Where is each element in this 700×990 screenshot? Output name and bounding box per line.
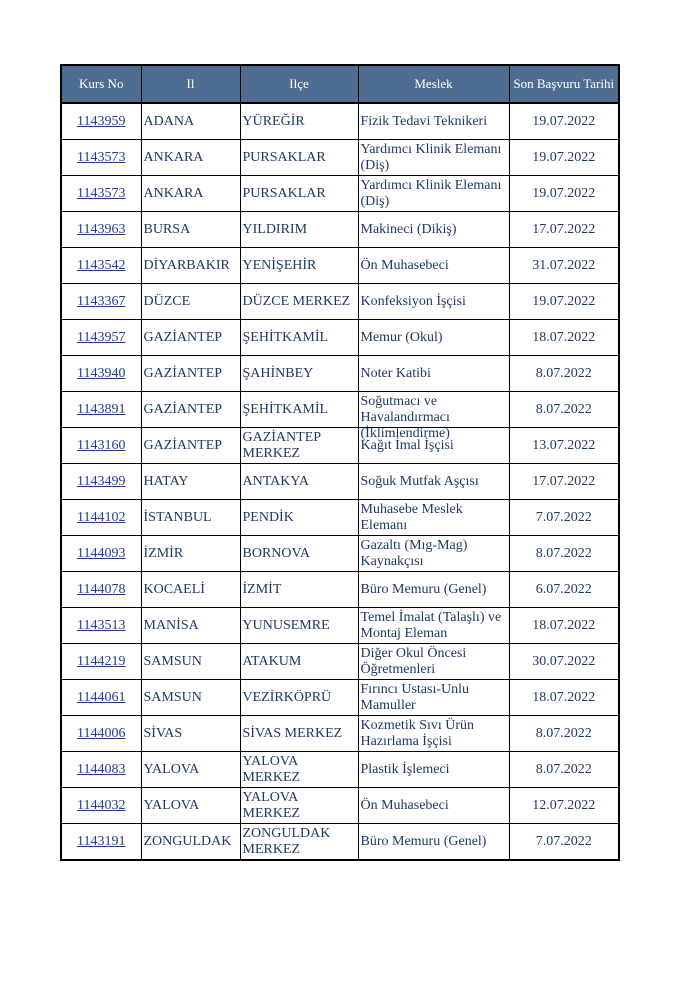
meslek-cell-text: Ön Muhasebeci	[360, 257, 449, 273]
il-cell	[141, 392, 240, 428]
kurs-no-cell	[61, 356, 141, 392]
son-basvuru-tarihi-cell	[509, 320, 619, 356]
ilce-cell	[240, 248, 358, 284]
meslek-cell	[358, 788, 509, 824]
meslek-cell	[358, 500, 509, 536]
table-row	[61, 392, 619, 428]
il-cell	[141, 284, 240, 320]
il-cell	[141, 176, 240, 212]
il-cell-text: GAZİANTEP	[143, 437, 223, 453]
table-row	[61, 176, 619, 212]
meslek-cell	[358, 392, 509, 441]
kurs-no-link[interactable]: 1144061	[77, 689, 126, 705]
meslek-cell-text: Yardımcı Klinik Elemanı (Diş)	[360, 177, 502, 209]
son-basvuru-tarihi-cell-text: 17.07.2022	[532, 221, 596, 237]
kurs-no-cell	[61, 392, 141, 428]
meslek-cell	[358, 284, 509, 320]
il-cell-text: MANİSA	[143, 617, 199, 633]
il-cell-text: BURSA	[143, 221, 191, 237]
son-basvuru-tarihi-cell-text: 8.07.2022	[535, 365, 592, 381]
kurs-no-link[interactable]: 1143367	[77, 293, 126, 309]
meslek-cell	[358, 176, 509, 212]
il-cell	[141, 140, 240, 176]
meslek-cell	[358, 608, 509, 644]
ilce-cell-text: YALOVA MERKEZ	[242, 753, 301, 785]
meslek-cell-text: Büro Memuru (Genel)	[360, 833, 487, 849]
ilce-cell	[240, 788, 358, 824]
son-basvuru-tarihi-cell	[509, 176, 619, 212]
kurs-no-cell	[61, 176, 141, 212]
kurs-no-link[interactable]: 1143940	[77, 365, 126, 381]
kurs-no-cell	[61, 644, 141, 680]
ilce-cell-text: YUNUSEMRE	[242, 617, 330, 633]
meslek-cell-text: Noter Katibi	[360, 365, 431, 381]
il-cell-text: ADANA	[143, 113, 195, 129]
ilce-cell-text: ATAKUM	[242, 653, 302, 669]
il-cell-text: GAZİANTEP	[143, 401, 223, 417]
ilce-cell	[240, 716, 358, 752]
son-basvuru-tarihi-cell-text: 12.07.2022	[532, 797, 596, 813]
il-cell-text: DİYARBAKIR	[143, 257, 230, 273]
son-basvuru-tarihi-cell	[509, 284, 619, 320]
meslek-cell-text: Kağıt İmal İşçisi	[360, 437, 454, 453]
table-body	[61, 103, 619, 860]
ilce-cell-text: ŞAHİNBEY	[242, 365, 314, 381]
kurs-no-link[interactable]: 1143891	[77, 401, 126, 417]
ilce-cell-text: VEZİRKÖPRÜ	[242, 689, 332, 705]
meslek-cell	[358, 644, 509, 680]
ilce-cell-text: ANTAKYA	[242, 473, 310, 489]
son-basvuru-tarihi-cell	[509, 464, 619, 500]
ilce-cell	[240, 428, 358, 464]
ilce-cell	[240, 572, 358, 608]
kurs-no-link[interactable]: 1144102	[77, 509, 126, 525]
meslek-cell	[358, 212, 509, 248]
kurs-no-link[interactable]: 1143542	[77, 257, 126, 273]
son-basvuru-tarihi-cell-text: 30.07.2022	[532, 653, 596, 669]
meslek-cell-text: Büro Memuru (Genel)	[360, 581, 487, 597]
ilce-cell	[240, 680, 358, 716]
il-cell	[141, 103, 240, 140]
son-basvuru-tarihi-cell-text: 19.07.2022	[532, 185, 596, 201]
table-row	[61, 284, 619, 320]
kurs-no-cell	[61, 716, 141, 752]
meslek-cell	[358, 716, 509, 752]
meslek-cell	[358, 103, 509, 140]
son-basvuru-tarihi-cell-text: 7.07.2022	[535, 509, 592, 525]
ilce-cell	[240, 320, 358, 356]
kurs-no-link[interactable]: 1144219	[77, 653, 126, 669]
meslek-cell	[358, 248, 509, 284]
table-row	[61, 644, 619, 680]
ilce-cell-text: PENDİK	[242, 509, 294, 525]
table-row	[61, 752, 619, 788]
son-basvuru-tarihi-cell-text: 7.07.2022	[535, 833, 592, 849]
son-basvuru-tarihi-cell	[509, 428, 619, 464]
son-basvuru-tarihi-cell-text: 18.07.2022	[532, 689, 596, 705]
il-cell	[141, 536, 240, 572]
il-cell-text: DÜZCE	[143, 293, 191, 309]
son-basvuru-tarihi-cell	[509, 644, 619, 680]
ilce-cell-text: YÜREĞİR	[242, 113, 305, 129]
meslek-cell	[358, 752, 509, 788]
table-row	[61, 824, 619, 861]
table-row	[61, 500, 619, 536]
ilce-cell	[240, 356, 358, 392]
son-basvuru-tarihi-cell	[509, 572, 619, 608]
kurs-no-cell	[61, 284, 141, 320]
kurs-no-cell	[61, 608, 141, 644]
il-cell-text: İSTANBUL	[143, 509, 212, 525]
kurs-no-cell	[61, 103, 141, 140]
son-basvuru-tarihi-cell-text: 18.07.2022	[532, 329, 596, 345]
meslek-cell	[358, 320, 509, 356]
kurs-no-link[interactable]: 1143499	[77, 473, 126, 489]
ilce-cell-text: PURSAKLAR	[242, 185, 326, 201]
kurs-no-link[interactable]: 1143573	[77, 149, 126, 165]
son-basvuru-tarihi-cell	[509, 680, 619, 716]
table-row	[61, 212, 619, 248]
ilce-cell	[240, 752, 358, 788]
meslek-cell-text: Fizik Tedavi Teknikeri	[360, 113, 488, 129]
son-basvuru-tarihi-cell-text: 8.07.2022	[535, 545, 592, 561]
ilce-cell-text: YALOVA MERKEZ	[242, 789, 301, 821]
meslek-cell-text: Soğuk Mutfak Aşçısı	[360, 473, 479, 489]
ilce-cell	[240, 392, 358, 428]
il-cell	[141, 212, 240, 248]
son-basvuru-tarihi-cell-text: 13.07.2022	[532, 437, 596, 453]
il-cell-text: ANKARA	[143, 185, 204, 201]
ilce-cell-text: ZONGULDAK MERKEZ	[242, 825, 331, 857]
son-basvuru-tarihi-cell-text: 18.07.2022	[532, 617, 596, 633]
il-cell	[141, 356, 240, 392]
ilce-cell	[240, 608, 358, 644]
kurs-no-cell	[61, 428, 141, 464]
il-cell	[141, 608, 240, 644]
meslek-cell	[358, 356, 509, 392]
il-cell-text: GAZİANTEP	[143, 365, 223, 381]
table-row	[61, 464, 619, 500]
il-cell-text: YALOVA	[143, 797, 200, 813]
meslek-cell	[358, 536, 509, 572]
il-cell-text: SİVAS	[143, 725, 183, 741]
meslek-cell	[358, 572, 509, 608]
header-kurs-no: Kurs No	[61, 65, 141, 103]
table-row	[61, 428, 619, 464]
ilce-cell-text: DÜZCE MERKEZ	[242, 293, 351, 309]
kurs-no-link[interactable]: 1143160	[77, 437, 126, 453]
kurs-no-link[interactable]: 1143963	[77, 221, 126, 237]
il-cell-text: GAZİANTEP	[143, 329, 223, 345]
meslek-cell-text: Konfeksiyon İşçisi	[360, 293, 466, 309]
son-basvuru-tarihi-cell	[509, 140, 619, 176]
table-row	[61, 788, 619, 824]
table-row	[61, 680, 619, 716]
table-row	[61, 320, 619, 356]
table-row	[61, 140, 619, 176]
ilce-cell-text: YENİŞEHİR	[242, 257, 317, 273]
il-cell	[141, 248, 240, 284]
il-cell	[141, 788, 240, 824]
son-basvuru-tarihi-cell	[509, 356, 619, 392]
il-cell	[141, 500, 240, 536]
son-basvuru-tarihi-cell	[509, 608, 619, 644]
kurs-no-cell	[61, 212, 141, 248]
ilce-cell-text: İZMİT	[242, 581, 282, 597]
ilce-cell	[240, 212, 358, 248]
son-basvuru-tarihi-cell-text: 17.07.2022	[532, 473, 596, 489]
son-basvuru-tarihi-cell	[509, 716, 619, 752]
kurs-no-link[interactable]: 1144032	[77, 797, 126, 813]
course-table	[60, 64, 620, 861]
kurs-no-cell	[61, 680, 141, 716]
kurs-no-cell	[61, 320, 141, 356]
kurs-no-cell	[61, 824, 141, 861]
son-basvuru-tarihi-cell-text: 6.07.2022	[535, 581, 592, 597]
ilce-cell	[240, 464, 358, 500]
il-cell-text: ZONGULDAK	[143, 833, 232, 849]
son-basvuru-tarihi-cell-text: 19.07.2022	[532, 293, 596, 309]
header-meslek: Meslek	[358, 65, 509, 103]
meslek-cell	[358, 140, 509, 176]
son-basvuru-tarihi-cell	[509, 536, 619, 572]
meslek-cell-text: Makineci (Dikiş)	[360, 221, 457, 237]
son-basvuru-tarihi-cell	[509, 752, 619, 788]
meslek-cell-text: Ön Muhasebeci	[360, 797, 449, 813]
ilce-cell-text: YILDIRIM	[242, 221, 308, 237]
kurs-no-link[interactable]: 1143513	[77, 617, 126, 633]
meslek-cell	[358, 464, 509, 500]
ilce-cell-text: PURSAKLAR	[242, 149, 326, 165]
kurs-no-cell	[61, 500, 141, 536]
meslek-cell	[358, 680, 509, 716]
meslek-cell-text: Diğer Okul Öncesi Öğretmenleri	[360, 645, 467, 677]
ilce-cell	[240, 824, 358, 861]
il-cell-text: ANKARA	[143, 149, 204, 165]
meslek-cell-text: Temel İmalat (Talaşlı) ve Montaj Eleman	[360, 609, 502, 641]
il-cell-text: YALOVA	[143, 761, 200, 777]
ilce-cell	[240, 284, 358, 320]
il-cell	[141, 752, 240, 788]
son-basvuru-tarihi-cell-text: 19.07.2022	[532, 113, 596, 129]
table-row	[61, 356, 619, 392]
ilce-cell-text: SİVAS MERKEZ	[242, 725, 343, 741]
il-cell	[141, 428, 240, 464]
ilce-cell	[240, 176, 358, 212]
kurs-no-link[interactable]: 1143191	[77, 833, 126, 849]
kurs-no-link[interactable]: 1143573	[77, 185, 126, 201]
kurs-no-link[interactable]: 1143959	[77, 113, 126, 129]
il-cell-text: KOCAELİ	[143, 581, 205, 597]
kurs-no-cell	[61, 464, 141, 500]
table-row	[61, 103, 619, 140]
il-cell	[141, 464, 240, 500]
kurs-no-cell	[61, 140, 141, 176]
meslek-cell	[358, 824, 509, 861]
kurs-no-cell	[61, 752, 141, 788]
ilce-cell-text: BORNOVA	[242, 545, 310, 561]
son-basvuru-tarihi-cell	[509, 500, 619, 536]
il-cell	[141, 824, 240, 861]
son-basvuru-tarihi-cell	[509, 103, 619, 140]
il-cell-text: SAMSUN	[143, 653, 202, 669]
kurs-no-link[interactable]: 1144083	[77, 761, 126, 777]
kurs-no-link[interactable]: 1143957	[77, 329, 126, 345]
kurs-no-link[interactable]: 1144006	[77, 725, 126, 741]
meslek-cell-text: Muhasebe Meslek Elemanı	[360, 501, 463, 533]
ilce-cell	[240, 644, 358, 680]
meslek-cell-text: Yardımcı Klinik Elemanı (Diş)	[360, 141, 502, 173]
ilce-cell	[240, 500, 358, 536]
meslek-cell-text: Memur (Okul)	[360, 329, 443, 345]
table-row	[61, 572, 619, 608]
il-cell	[141, 680, 240, 716]
son-basvuru-tarihi-cell	[509, 248, 619, 284]
ilce-cell	[240, 103, 358, 140]
il-cell	[141, 644, 240, 680]
kurs-no-link[interactable]: 1144078	[77, 581, 126, 597]
header-son-basvuru-tarihi: Son Başvuru Tarihi	[509, 65, 619, 103]
il-cell-text: SAMSUN	[143, 689, 202, 705]
ilce-cell	[240, 536, 358, 572]
kurs-no-cell	[61, 248, 141, 284]
il-cell	[141, 716, 240, 752]
son-basvuru-tarihi-cell	[509, 212, 619, 248]
header-il: Il	[141, 65, 240, 103]
son-basvuru-tarihi-cell-text: 31.07.2022	[532, 257, 596, 273]
son-basvuru-tarihi-cell	[509, 392, 619, 428]
kurs-no-cell	[61, 788, 141, 824]
header-ilce: Ilçe	[240, 65, 358, 103]
table-row	[61, 536, 619, 572]
son-basvuru-tarihi-cell	[509, 824, 619, 861]
ilce-cell	[240, 140, 358, 176]
ilce-cell-text: ŞEHİTKAMİL	[242, 329, 329, 345]
kurs-no-link[interactable]: 1144093	[77, 545, 126, 561]
son-basvuru-tarihi-cell-text: 8.07.2022	[535, 725, 592, 741]
table-row	[61, 608, 619, 644]
meslek-cell-text: Plastik İşlemeci	[360, 761, 450, 777]
table-header-row	[61, 65, 619, 103]
ilce-cell-text: GAZİANTEP MERKEZ	[242, 429, 321, 461]
meslek-cell-text: Kozmetik Sıvı Ürün Hazırlama İşçisi	[360, 717, 475, 749]
son-basvuru-tarihi-cell-text: 8.07.2022	[535, 401, 592, 417]
table-row	[61, 716, 619, 752]
meslek-cell-text: Fırıncı Ustası-Unlu Mamuller	[360, 681, 469, 713]
il-cell-text: HATAY	[143, 473, 189, 489]
meslek-cell-text: Soğutmacı ve Havalandırmacı (İklimlendirme)	[360, 393, 450, 441]
son-basvuru-tarihi-cell-text: 19.07.2022	[532, 149, 596, 165]
table-row	[61, 248, 619, 284]
kurs-no-cell	[61, 572, 141, 608]
meslek-cell-text: Gazaltı (Mıg-Mag) Kaynakçısı	[360, 537, 468, 569]
son-basvuru-tarihi-cell	[509, 788, 619, 824]
il-cell	[141, 572, 240, 608]
il-cell	[141, 320, 240, 356]
kurs-no-cell	[61, 536, 141, 572]
il-cell-text: İZMİR	[143, 545, 184, 561]
son-basvuru-tarihi-cell-text: 8.07.2022	[535, 761, 592, 777]
ilce-cell-text: ŞEHİTKAMİL	[242, 401, 329, 417]
